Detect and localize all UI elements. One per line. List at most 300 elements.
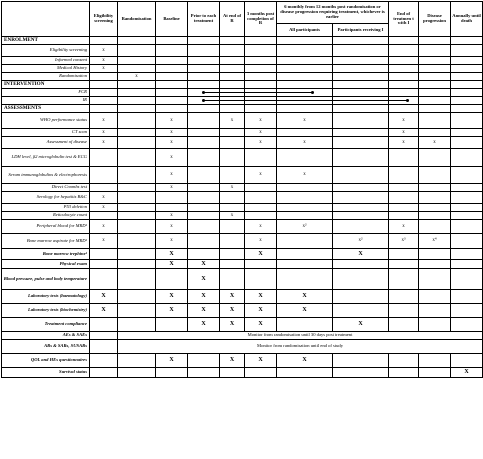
- assessment-mark: x: [220, 113, 245, 129]
- treatment-period-bar: [333, 97, 389, 105]
- empty-cell: [245, 149, 277, 167]
- assessment-mark: X: [245, 354, 277, 368]
- row-label: IR: [2, 97, 90, 105]
- table-row: [2, 73, 483, 81]
- treatment-line: [389, 100, 408, 101]
- empty-cell: [451, 89, 483, 97]
- empty-cell: [188, 220, 220, 234]
- assessment-mark: X: [156, 290, 188, 304]
- row-label: AEs & SAEs: [2, 332, 90, 340]
- empty-cell: [419, 318, 451, 332]
- corner-cell: [2, 2, 90, 37]
- empty-cell: [188, 354, 220, 368]
- empty-cell: [245, 260, 277, 269]
- assessment-mark: X: [277, 354, 333, 368]
- empty-cell: [188, 212, 220, 220]
- empty-cell: [333, 304, 389, 318]
- empty-cell: [277, 204, 333, 212]
- empty-cell: [333, 113, 389, 129]
- table-row: [2, 354, 483, 368]
- header-eligibility: Eligibility screening: [90, 2, 118, 37]
- empty-cell: [277, 105, 333, 113]
- empty-cell: [333, 89, 389, 97]
- empty-cell: [118, 167, 156, 184]
- table-row: [2, 290, 483, 304]
- empty-cell: [118, 318, 156, 332]
- empty-cell: [220, 149, 245, 167]
- treatment-end-dot: [406, 99, 409, 102]
- empty-cell: [333, 192, 389, 204]
- empty-cell: [156, 81, 188, 89]
- empty-cell: [389, 249, 419, 260]
- empty-cell: [419, 204, 451, 212]
- empty-cell: [90, 37, 118, 45]
- empty-cell: [333, 73, 389, 81]
- empty-cell: [156, 269, 188, 290]
- empty-cell: [90, 149, 118, 167]
- row-label: Randomisation: [2, 73, 90, 81]
- assessment-mark: x: [389, 137, 419, 149]
- empty-cell: [389, 45, 419, 57]
- assessment-mark: X: [188, 260, 220, 269]
- assessment-mark: x: [156, 113, 188, 129]
- empty-cell: [451, 304, 483, 318]
- empty-cell: [419, 149, 451, 167]
- empty-cell: [220, 192, 245, 204]
- table-row: [2, 368, 483, 378]
- empty-cell: [220, 57, 245, 65]
- table-row: [2, 304, 483, 318]
- empty-cell: [277, 249, 333, 260]
- empty-cell: [245, 212, 277, 220]
- treatment-period-bar: [389, 97, 419, 105]
- row-label: Survival status: [2, 368, 90, 378]
- empty-cell: [389, 354, 419, 368]
- treatment-start-dot: [202, 91, 205, 94]
- assessment-mark: X: [156, 304, 188, 318]
- empty-cell: [333, 260, 389, 269]
- empty-cell: [188, 137, 220, 149]
- empty-cell: [277, 37, 333, 45]
- empty-cell: [419, 260, 451, 269]
- treatment-line: [333, 100, 388, 101]
- empty-cell: [451, 97, 483, 105]
- empty-cell: [90, 97, 118, 105]
- header-end-of-r: At end of R: [220, 2, 245, 37]
- empty-cell: [188, 149, 220, 167]
- empty-cell: [419, 167, 451, 184]
- empty-cell: [118, 249, 156, 260]
- row-label: Serology for hepatitis B&C: [2, 192, 90, 204]
- empty-cell: [90, 73, 118, 81]
- empty-cell: [118, 290, 156, 304]
- empty-cell: [90, 260, 118, 269]
- treatment-end-dot: [311, 91, 314, 94]
- schedule-of-assessments-table: [1, 1, 483, 378]
- empty-cell: [389, 65, 419, 73]
- assessment-mark: x: [90, 45, 118, 57]
- table-row: [2, 249, 483, 260]
- empty-cell: [333, 368, 389, 378]
- table-row: [2, 192, 483, 204]
- assessment-mark: x: [245, 137, 277, 149]
- row-label: FCR: [2, 89, 90, 97]
- empty-cell: [419, 57, 451, 65]
- empty-cell: [245, 81, 277, 89]
- empty-cell: [277, 234, 333, 249]
- header-annually: Annually until death: [451, 2, 483, 37]
- empty-cell: [333, 354, 389, 368]
- empty-cell: [156, 318, 188, 332]
- assessment-mark: X: [188, 290, 220, 304]
- table-row: [2, 149, 483, 167]
- empty-cell: [451, 234, 483, 249]
- empty-cell: [451, 105, 483, 113]
- empty-cell: [419, 73, 451, 81]
- empty-cell: [156, 73, 188, 81]
- empty-cell: [118, 149, 156, 167]
- table-row: [2, 220, 483, 234]
- empty-cell: [389, 304, 419, 318]
- empty-cell: [188, 368, 220, 378]
- empty-cell: [389, 57, 419, 65]
- empty-cell: [419, 354, 451, 368]
- empty-cell: [389, 368, 419, 378]
- empty-cell: [245, 45, 277, 57]
- empty-cell: [389, 184, 419, 192]
- empty-cell: [220, 65, 245, 73]
- assessment-mark: x: [90, 137, 118, 149]
- empty-cell: [118, 89, 156, 97]
- empty-cell: [156, 192, 188, 204]
- section-assessments: ASSESSMENTS: [2, 105, 90, 113]
- empty-cell: [419, 184, 451, 192]
- empty-cell: [451, 81, 483, 89]
- empty-cell: [220, 368, 245, 378]
- assessment-mark: X: [220, 304, 245, 318]
- monitoring-period: Monitor from randomisation until 30 days post treatment: [118, 332, 483, 340]
- empty-cell: [118, 184, 156, 192]
- empty-cell: [277, 212, 333, 220]
- empty-cell: [333, 220, 389, 234]
- empty-cell: [451, 65, 483, 73]
- empty-cell: [220, 204, 245, 212]
- empty-cell: [451, 318, 483, 332]
- treatment-period-bar: [220, 89, 245, 97]
- treatment-period-bar: [245, 97, 277, 105]
- empty-cell: [90, 269, 118, 290]
- empty-cell: [419, 129, 451, 137]
- row-label: Treatment compliance: [2, 318, 90, 332]
- treatment-line: [220, 92, 244, 93]
- table-row: [2, 113, 483, 129]
- assessment-mark: x: [156, 137, 188, 149]
- empty-cell: [333, 149, 389, 167]
- treatment-start-dot: [202, 99, 205, 102]
- row-label: Medical History: [2, 65, 90, 73]
- empty-cell: [333, 57, 389, 65]
- empty-cell: [419, 81, 451, 89]
- empty-cell: [451, 129, 483, 137]
- empty-cell: [333, 290, 389, 304]
- header-prior-treatment: Prior to each treatment: [188, 2, 220, 37]
- empty-cell: [220, 137, 245, 149]
- table-row: [2, 57, 483, 65]
- empty-cell: [90, 212, 118, 220]
- empty-cell: [245, 192, 277, 204]
- empty-cell: [277, 57, 333, 65]
- empty-cell: [451, 212, 483, 220]
- assessment-mark: X: [245, 249, 277, 260]
- empty-cell: [188, 45, 220, 57]
- empty-cell: [220, 260, 245, 269]
- assessment-mark: x: [156, 234, 188, 249]
- empty-cell: [419, 97, 451, 105]
- assessment-mark: X: [188, 269, 220, 290]
- treatment-period-bar: [188, 89, 220, 97]
- assessment-mark: x: [277, 113, 333, 129]
- assessment-mark: X: [156, 354, 188, 368]
- row-label: Physical exam: [2, 260, 90, 269]
- assessment-mark: x: [245, 167, 277, 184]
- assessment-mark: x²: [333, 234, 389, 249]
- empty-cell: [90, 167, 118, 184]
- header-six-monthly: 6 monthly from 12 months post randomisation or disease progression requiring treatment, whichever is earlier: [277, 2, 389, 24]
- row-label: P53 deletion: [2, 204, 90, 212]
- table-row: [2, 97, 483, 105]
- assessment-mark: x⁴: [419, 234, 451, 249]
- assessment-mark: x²: [277, 220, 333, 234]
- empty-cell: [188, 192, 220, 204]
- empty-cell: [389, 260, 419, 269]
- monitoring-period: Monitor from randomisation until end of study: [118, 340, 483, 354]
- empty-cell: [118, 269, 156, 290]
- row-label: CT scan: [2, 129, 90, 137]
- empty-cell: [245, 37, 277, 45]
- assessment-mark: x: [156, 184, 188, 192]
- table-row: [2, 332, 483, 340]
- empty-cell: [277, 318, 333, 332]
- empty-cell: [451, 204, 483, 212]
- empty-cell: [188, 81, 220, 89]
- table-row: [2, 65, 483, 73]
- row-label: Laboratory tests (haematology): [2, 290, 90, 304]
- empty-cell: [245, 269, 277, 290]
- table-row: [2, 129, 483, 137]
- treatment-line: [277, 92, 313, 93]
- empty-cell: [419, 368, 451, 378]
- empty-cell: [156, 368, 188, 378]
- assessment-mark: x: [419, 137, 451, 149]
- empty-cell: [188, 129, 220, 137]
- empty-cell: [90, 354, 118, 368]
- assessment-mark: x³: [389, 234, 419, 249]
- empty-cell: [389, 212, 419, 220]
- assessment-mark: x: [90, 65, 118, 73]
- empty-cell: [419, 269, 451, 290]
- empty-cell: [451, 113, 483, 129]
- assessment-mark: X: [245, 304, 277, 318]
- empty-cell: [245, 57, 277, 65]
- empty-cell: [118, 57, 156, 65]
- empty-cell: [156, 105, 188, 113]
- empty-cell: [90, 332, 118, 340]
- empty-cell: [90, 340, 118, 354]
- assessment-mark: x: [245, 113, 277, 129]
- empty-cell: [419, 105, 451, 113]
- empty-cell: [389, 192, 419, 204]
- table-row: [2, 260, 483, 269]
- empty-cell: [419, 37, 451, 45]
- empty-cell: [333, 81, 389, 89]
- empty-cell: [118, 192, 156, 204]
- assessment-mark: x: [90, 234, 118, 249]
- row-label: Eligibility screening: [2, 45, 90, 57]
- empty-cell: [90, 81, 118, 89]
- empty-cell: [220, 249, 245, 260]
- assessment-mark: X: [90, 290, 118, 304]
- empty-cell: [333, 212, 389, 220]
- empty-cell: [419, 220, 451, 234]
- empty-cell: [156, 37, 188, 45]
- empty-cell: [220, 81, 245, 89]
- header-randomisation: Randomisation: [118, 2, 156, 37]
- row-label: Blood pressure, pulse and body temperature: [2, 269, 90, 290]
- empty-cell: [277, 149, 333, 167]
- table-row: [2, 340, 483, 354]
- assessment-mark: X: [451, 368, 483, 378]
- empty-cell: [389, 89, 419, 97]
- empty-cell: [277, 192, 333, 204]
- empty-cell: [451, 184, 483, 192]
- assessment-mark: X: [188, 318, 220, 332]
- empty-cell: [90, 105, 118, 113]
- empty-cell: [333, 137, 389, 149]
- empty-cell: [118, 37, 156, 45]
- header-baseline: Baseline: [156, 2, 188, 37]
- empty-cell: [188, 37, 220, 45]
- empty-cell: [277, 73, 333, 81]
- empty-cell: [118, 97, 156, 105]
- empty-cell: [333, 37, 389, 45]
- empty-cell: [245, 204, 277, 212]
- empty-cell: [277, 65, 333, 73]
- assessment-mark: X: [156, 260, 188, 269]
- empty-cell: [118, 212, 156, 220]
- header-three-months: 3 months post completion of R: [245, 2, 277, 37]
- table-row: [2, 89, 483, 97]
- empty-cell: [419, 113, 451, 129]
- empty-cell: [333, 204, 389, 212]
- empty-cell: [277, 129, 333, 137]
- empty-cell: [188, 204, 220, 212]
- empty-cell: [451, 167, 483, 184]
- empty-cell: [333, 269, 389, 290]
- treatment-period-bar: [220, 97, 245, 105]
- empty-cell: [220, 234, 245, 249]
- row-label: Assessment of disease: [2, 137, 90, 149]
- empty-cell: [156, 97, 188, 105]
- assessment-mark: X: [245, 318, 277, 332]
- section-enrolment: ENROLMENT: [2, 37, 90, 45]
- empty-cell: [419, 45, 451, 57]
- empty-cell: [277, 184, 333, 192]
- treatment-line: [277, 100, 332, 101]
- empty-cell: [389, 204, 419, 212]
- empty-cell: [118, 260, 156, 269]
- assessment-mark: X: [220, 290, 245, 304]
- empty-cell: [277, 368, 333, 378]
- assessment-mark: X: [333, 249, 389, 260]
- empty-cell: [333, 129, 389, 137]
- empty-cell: [90, 318, 118, 332]
- empty-cell: [220, 220, 245, 234]
- treatment-line: [220, 100, 244, 101]
- empty-cell: [451, 290, 483, 304]
- assessment-mark: x: [118, 73, 156, 81]
- empty-cell: [451, 192, 483, 204]
- empty-cell: [220, 129, 245, 137]
- empty-cell: [118, 129, 156, 137]
- empty-cell: [333, 105, 389, 113]
- empty-cell: [118, 204, 156, 212]
- empty-cell: [118, 354, 156, 368]
- assessment-mark: x: [90, 129, 118, 137]
- empty-cell: [277, 45, 333, 57]
- treatment-line: [204, 92, 220, 93]
- table-row: [2, 167, 483, 184]
- row-label: QOL and HEs questionnaires: [2, 354, 90, 368]
- empty-cell: [451, 45, 483, 57]
- empty-cell: [188, 113, 220, 129]
- table-row: [2, 45, 483, 57]
- table-row: [2, 269, 483, 290]
- empty-cell: [220, 73, 245, 81]
- assessment-mark: x: [389, 220, 419, 234]
- treatment-line: [245, 92, 276, 93]
- table-row: [2, 212, 483, 220]
- empty-cell: [389, 81, 419, 89]
- empty-cell: [156, 57, 188, 65]
- assessment-mark: X: [245, 290, 277, 304]
- empty-cell: [118, 304, 156, 318]
- empty-cell: [118, 220, 156, 234]
- empty-cell: [118, 234, 156, 249]
- empty-cell: [389, 105, 419, 113]
- assessment-mark: X: [277, 290, 333, 304]
- assessment-mark: x: [90, 220, 118, 234]
- empty-cell: [118, 113, 156, 129]
- assessment-mark: X: [277, 304, 333, 318]
- empty-cell: [118, 368, 156, 378]
- empty-cell: [277, 260, 333, 269]
- empty-cell: [451, 260, 483, 269]
- empty-cell: [419, 304, 451, 318]
- empty-cell: [220, 269, 245, 290]
- header-participants-receiving: Participants receiving I: [333, 24, 389, 37]
- empty-cell: [419, 65, 451, 73]
- assessment-mark: X: [220, 354, 245, 368]
- empty-cell: [90, 249, 118, 260]
- empty-cell: [333, 45, 389, 57]
- empty-cell: [188, 234, 220, 249]
- empty-cell: [419, 192, 451, 204]
- assessment-mark: x: [277, 167, 333, 184]
- empty-cell: [277, 269, 333, 290]
- row-label: Peripheral blood for MRD¹: [2, 220, 90, 234]
- header-disease-progression: Disease progression: [419, 2, 451, 37]
- assessment-mark: x: [389, 113, 419, 129]
